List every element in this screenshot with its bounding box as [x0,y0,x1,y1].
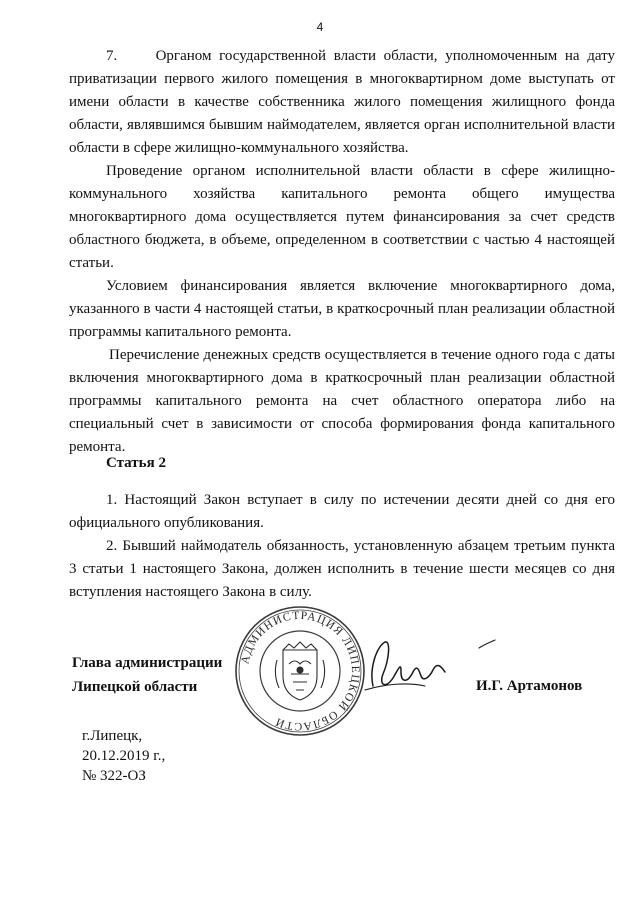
date: 20.12.2019 г., [82,748,166,764]
page-number: 4 [316,20,324,34]
paragraph-funds-transfer: Перечисление денежных средств осуществляется в течение одного года с даты включения многоквартирного дома в краткосрочный план реализации областной программы капитального ремонта на счет областного оператора либо на специальный счет в зависимости от способа формирования фонда капитального ремонта. [69,347,615,455]
signatory-title-line-1: Глава администрации [72,655,223,671]
signatory-title-line-2: Липецкой области [72,679,198,695]
coat-of-arms-icon [275,642,324,700]
paragraph-financing-condition: Условием финансирования является включение многоквартирного дома, указанного в части 4 настоящей статьи, в краткосрочный план реализации областной программы капитального ремонта. [69,278,615,340]
signatory-name: И.Г. Артамонов [476,678,583,694]
city: г.Липецк, [82,728,143,744]
article-2-item-2: 2. Бывший наймодатель обязанность, установленную абзацем третьим пункта 3 статьи 1 настоящего Закона, должен исполнить в течение шести месяцев со дня вступления настоящего Закона в силу. [69,538,615,600]
article-2-item-1: 1. Настоящий Закон вступает в силу по истечении десяти дней со дня его официального опубликования. [69,492,615,531]
article-1-continuation [69,45,615,459]
article-2-heading: Статья 2 [106,455,166,471]
paragraph-7: 7. Органом государственной власти области, уполномоченным на дату приватизации первого жилого помещения в многоквартирном доме выступать от имени области в качестве собственника жилого помещения жилищного фонда области, являвшимся бывшим наймодателем, является орган исполнительной власти области в сфере жилищно-коммунального хозяйства. [69,48,615,156]
official-seal-stamp [233,604,367,738]
signatory-title [72,651,222,699]
place-and-date [82,726,165,786]
article-2-body [69,489,615,604]
law-number: № 322-ОЗ [82,768,146,784]
paragraph-capital-repair: Проведение органом исполнительной власти области в сфере жилищно-коммунального хозяйства капитального ремонта общего имущества многоквартирного дома осуществляется путем финансирования за счет средств областного бюджета, в объеме, определенном в соответствии с частью 4 настоящей статьи. [69,163,615,271]
seal-text: АДМИНИСТРАЦИЯ ЛИПЕЦКОЙ ОБЛАСТИ [239,609,362,733]
